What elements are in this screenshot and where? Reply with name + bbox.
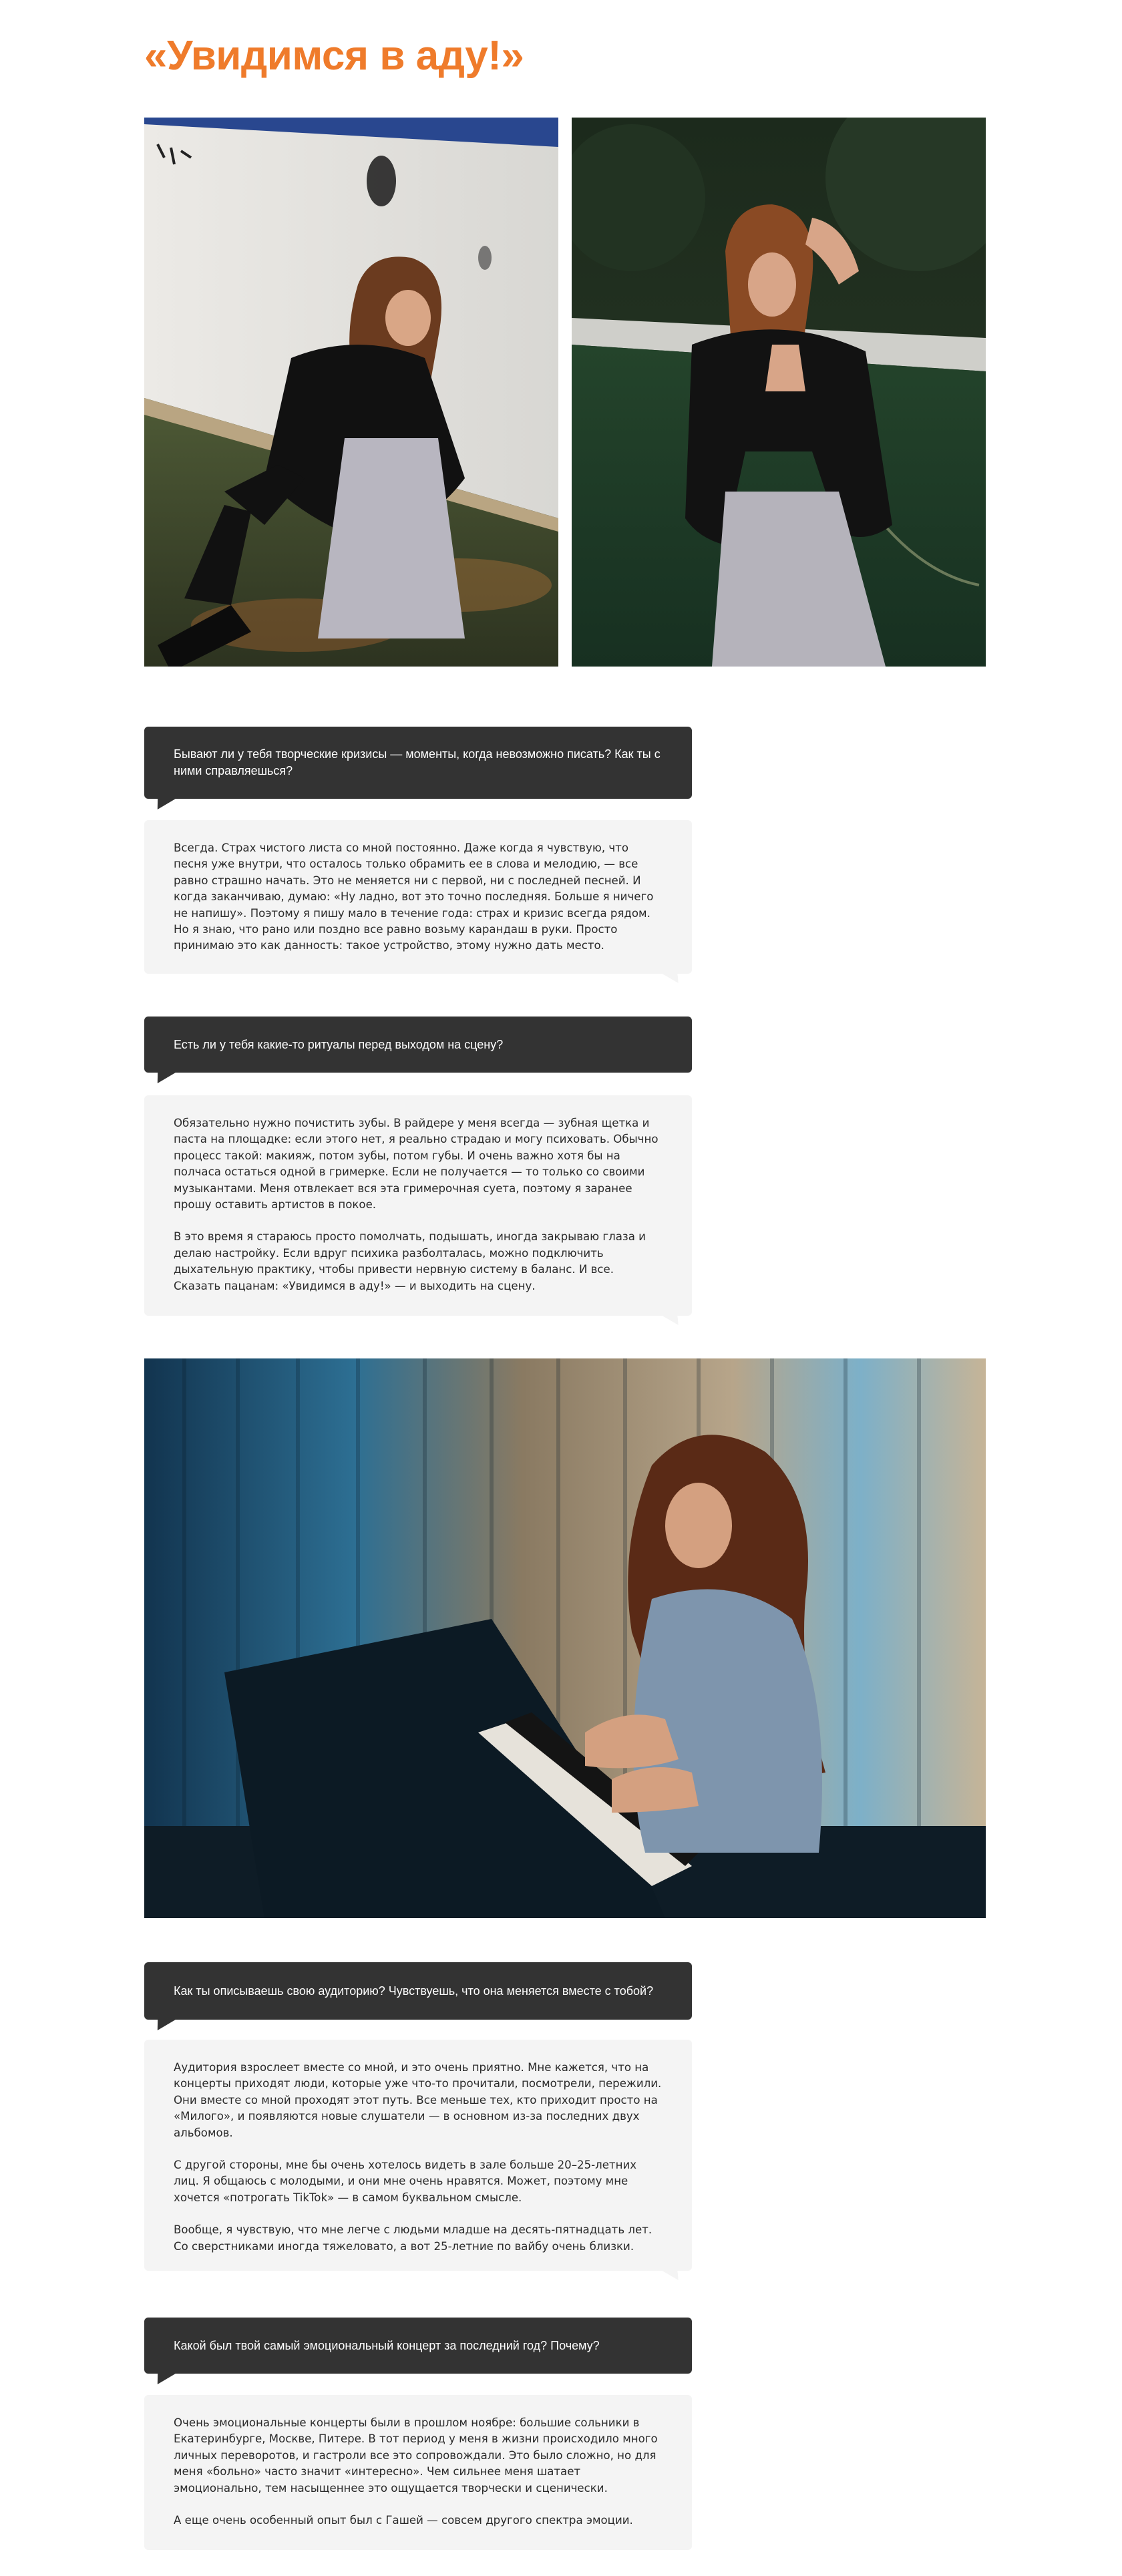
answer-bubble-tail: [660, 972, 682, 983]
question-bubble-tail: [152, 797, 178, 809]
question-text: Какой был твой самый эмоциональный концерт за последний год? Почему?: [174, 2338, 600, 2352]
answer-bubble: [144, 2040, 692, 2271]
answer-paragraph: Очень эмоциональные концерты были в прошлом ноябре: большие сольники в Екатеринбурге, Москве, Питере. В тот период у меня в жизни происходило много личных переворотов, и гастроли все это сопровождали. Это было сложно, но для меня «больно» часто значит «интересно». Чем сильнее меня шатает эмоционально, тем насыщеннее это ощущается творчески и сценически.: [174, 2416, 658, 2495]
question-bubble-tail: [152, 2372, 178, 2384]
question-text: Как ты описываешь свою аудиторию? Чувствуешь, что она меняется вместе с тобой?: [174, 1984, 654, 1998]
answer-bubble: [144, 1095, 692, 1316]
answer-paragraph: Обязательно нужно почистить зубы. В райдере у меня всегда — зубная щетка и паста на площадке: если этого нет, я реально страдаю и могу психовать. Обычно процесс такой: макияж, потом зубы, потом губы. И очень важно хотя бы на полчаса остаться одной в гримерке. Если не получается — то только со своими музыкантами. Меня отвлекает вся эта гримерочная суета, поэтому я заранее прошу оставить артистов в покое.: [174, 1117, 659, 1212]
article-title: «Увидимся в аду!»: [144, 33, 524, 79]
answer-paragraph: Всегда. Страх чистого листа со мной постоянно. Даже когда я чувствую, что песня уже внутри, что осталось только обрамить ее в слова и мелодию, — все равно страшно начать. Это не меняется ни с первой, ни с последней песней. И когда заканчиваю, думаю: «Ну ладно, вот это точно последняя. Больше я ничего не напишу». Поэтому я пишу мало в течение года: страх и кризис всегда рядом. Но я знаю, что рано или поздно все равно возьму карандаш в руки. Просто принимаю это как данность: такое устройство, этому нужно дать место.: [174, 842, 654, 952]
answer-bubble-tail: [660, 2269, 682, 2280]
photo-piano-graphic: [144, 1358, 986, 1918]
photo-woman-playing-piano: [144, 1358, 986, 1918]
question-bubble-tail: [152, 2018, 178, 2030]
question-bubble: [144, 727, 692, 799]
answer-bubble-tail: [660, 1314, 682, 1325]
answer-paragraph: Аудитория взрослеет вместе со мной, и это очень приятно. Мне кажется, что на концерты приходят люди, которые уже что-то прочитали, посмотрели, пережили. Они вместе со мной проходят этот путь. Все меньше тех, кто приходит просто на «Милого», и появляются новые слушатели — в основном из-за последних двух альбомов.: [174, 2061, 662, 2139]
question-bubble: [144, 1017, 692, 1073]
answer-paragraph: В это время я стараюсь просто помолчать, подышать, иногда закрываю глаза и делаю настройку. Если вдруг психика разболталась, можно подключить дыхательную практику, чтобы привести нервную систему в баланс. И все. Сказать пацанам: «Увидимся в аду!» — и выходить на сцену.: [174, 1230, 646, 1292]
answer-bubble: [144, 2395, 692, 2550]
answer-bubble: [144, 820, 692, 974]
photo-woman-standing-on-field: [572, 118, 986, 667]
question-bubble: [144, 1962, 692, 2020]
photo-sitting-graphic: [144, 118, 558, 667]
answer-paragraph: А еще очень особенный опыт был с Гашей — совсем другого спектра эмоции.: [174, 2514, 633, 2527]
photo-standing-graphic: [572, 118, 986, 667]
question-bubble: [144, 2318, 692, 2374]
answer-paragraph: С другой стороны, мне бы очень хотелось видеть в зале больше 20–25-летних лиц. Я общаюсь с молодыми, и они мне очень нравятся. Может, поэтому мне хочется «потрогать TikTok» — в самом буквальном смысле.: [174, 2159, 637, 2204]
question-text: Есть ли у тебя какие-то ритуалы перед выходом на сцену?: [174, 1037, 504, 1051]
question-text: Бывают ли у тебя творческие кризисы — моменты, когда невозможно писать? Как ты с ними справляешься?: [174, 747, 661, 777]
answer-paragraph: Вообще, я чувствую, что мне легче с людьми младше на десять-пятнадцать лет. Со сверстниками иногда тяжеловато, а вот 25-летние по вайбу очень близки.: [174, 2223, 652, 2253]
photo-woman-sitting-by-wall: [144, 118, 558, 667]
question-bubble-tail: [152, 1071, 178, 1083]
